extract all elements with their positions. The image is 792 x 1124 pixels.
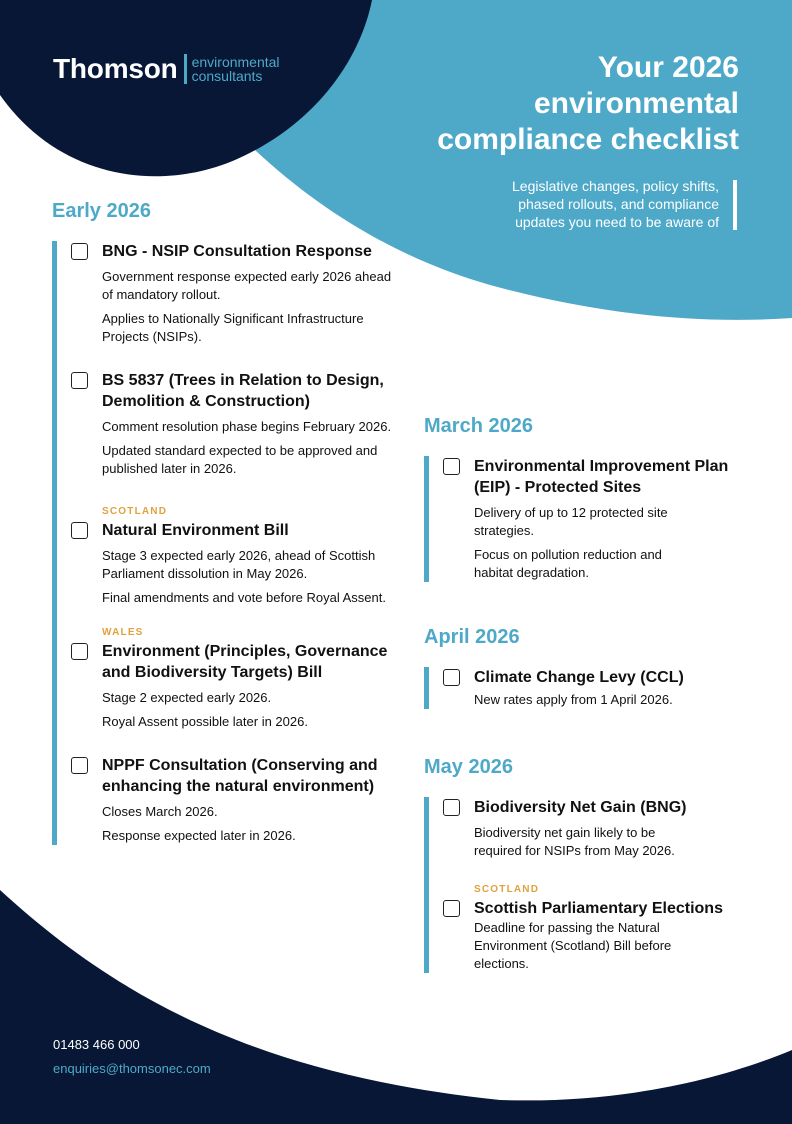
checklist-item [102,627,392,731]
email-link[interactable]: enquiries@thomsonec.com [53,1061,211,1076]
item-description: Delivery of up to 12 protected site strategies. [474,505,668,538]
section-accent-bar [424,456,429,582]
phone-number[interactable]: 01483 466 000 [53,1037,140,1052]
item-title: Environment (Principles, Governance and Biodiversity Targets) Bill [102,643,388,681]
section-heading: March 2026 [424,415,533,437]
section-accent-bar [424,667,429,709]
brand-tagline-line2: consultants [191,68,263,84]
checklist-item [102,370,392,478]
checkbox[interactable] [71,243,88,260]
subtitle-line-1: Legislative changes, policy shifts, [512,178,719,194]
checkbox[interactable] [71,643,88,660]
page-subtitle [459,177,719,231]
checkbox[interactable] [71,372,88,389]
item-description: Applies to Nationally Significant Infrastructure Projects (NSIPs). [102,311,364,344]
checklist-item [474,797,764,860]
item-description: Government response expected early 2026 ahead of mandatory rollout. [102,269,392,302]
section-march-2026 [424,415,764,582]
item-description: Closes March 2026. [102,804,218,819]
section-accent-bar [424,797,429,973]
item-description: Stage 2 expected early 2026. [102,690,272,705]
brand-logo [53,53,280,85]
checkbox[interactable] [443,799,460,816]
item-title: Biodiversity Net Gain (BNG) [474,799,687,816]
brand-tagline-line1: environmental [191,54,280,70]
checklist-item [102,241,392,346]
logo-divider [184,54,187,84]
subtitle-accent-bar [733,180,737,230]
region-tag: SCOTLAND [474,884,540,895]
checkbox[interactable] [71,757,88,774]
checklist [52,241,392,845]
region-tag: SCOTLAND [102,506,168,517]
section-may-2026 [424,756,764,973]
checkbox[interactable] [443,669,460,686]
item-description: Deadline for passing the Natural Environment (Scotland) Bill before elections. [474,920,672,971]
checklist [424,797,764,973]
region-tag: WALES [102,627,144,638]
checklist-item [102,506,392,607]
section-april-2026 [424,626,764,709]
item-title: BS 5837 (Trees in Relation to Design, Demolition & Construction) [102,372,384,410]
item-title: Natural Environment Bill [102,522,289,539]
brand-name: Thomson [53,53,178,84]
item-description: Royal Assent possible later in 2026. [102,714,308,729]
checklist-item [102,755,392,845]
checklist-item [474,667,764,709]
checklist-item [474,456,764,582]
checkbox[interactable] [443,900,460,917]
item-description: New rates apply from 1 April 2026. [474,692,673,707]
brand-tagline [192,55,280,83]
section-accent-bar [52,241,57,845]
item-description: Response expected later in 2026. [102,828,296,843]
checklist [424,456,764,582]
checkbox[interactable] [443,458,460,475]
section-heading: May 2026 [424,756,513,778]
section-early-2026 [52,200,392,845]
item-description: Comment resolution phase begins February 2026. [102,419,392,434]
section-heading: Early 2026 [52,200,151,222]
title-line-1: Your 2026 [597,51,739,84]
checkbox[interactable] [71,522,88,539]
subtitle-line-3: updates you need to be aware of [515,214,719,230]
checklist-item [474,884,764,973]
title-line-2: environmental [533,87,739,120]
section-heading: April 2026 [424,626,520,648]
item-description: Biodiversity net gain likely to be required for NSIPs from May 2026. [474,825,675,858]
item-title: NPPF Consultation (Conserving and enhancing the natural environment) [102,757,378,795]
item-description: Stage 3 expected early 2026, ahead of Scottish Parliament dissolution in May 2026. [102,548,376,581]
item-description: Focus on pollution reduction and habitat degradation. [474,547,662,580]
title-line-3: compliance checklist [437,123,739,156]
item-description: Final amendments and vote before Royal Assent. [102,590,386,605]
item-title: BNG - NSIP Consultation Response [102,243,372,260]
item-description: Updated standard expected to be approved and published later in 2026. [102,443,378,476]
item-title: Scottish Parliamentary Elections [474,900,723,917]
contact-info [53,1037,211,1077]
item-title: Environmental Improvement Plan (EIP) - Protected Sites [474,458,729,496]
page-title [437,50,739,158]
subtitle-line-2: phased rollouts, and compliance [518,196,719,212]
item-title: Climate Change Levy (CCL) [474,669,684,686]
checklist [424,667,764,709]
